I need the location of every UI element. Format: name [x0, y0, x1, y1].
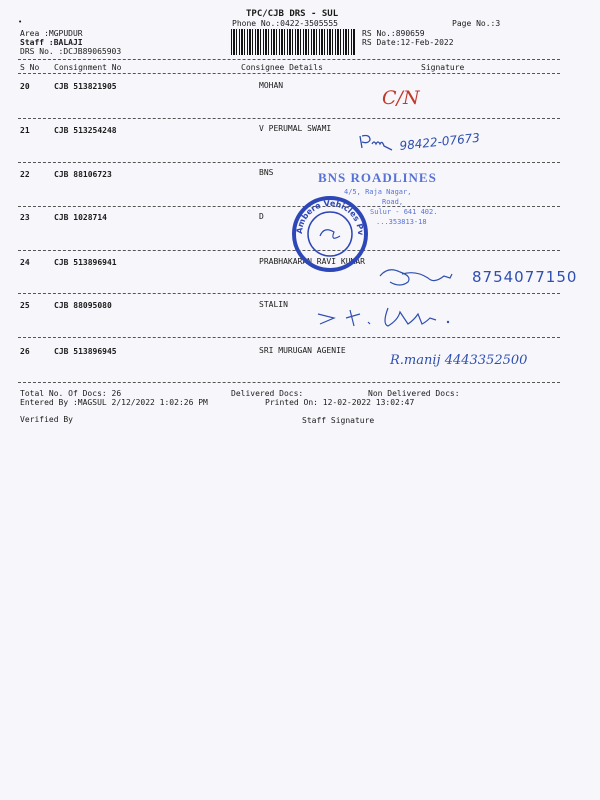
non-delivered-docs: Non Delivered Docs:: [368, 389, 460, 398]
total-docs: Total No. Of Docs: 26: [20, 389, 122, 398]
signature-perumal: [356, 128, 516, 160]
round-stamp: [287, 183, 370, 272]
divider: [18, 206, 560, 207]
column-header-consignee: Consignee Details: [241, 63, 323, 72]
drs-number: DRS No. :DCJB89065903: [20, 47, 122, 56]
stamp-line: Road,: [382, 198, 404, 206]
stamp-line: 4/5, Raja Nagar,: [344, 188, 412, 196]
divider: [18, 73, 560, 74]
entered-by: Entered By :MAGSUL 2/12/2022 1:02:26 PM: [20, 398, 208, 407]
divider: [18, 118, 560, 119]
signature-murugan: [388, 342, 598, 382]
divider: [18, 59, 560, 60]
column-header-sno: S No: [20, 63, 40, 72]
divider: [18, 382, 560, 383]
row-consignment: CJB 513254248: [54, 126, 117, 135]
rs-date: RS Date:12-Feb-2022: [362, 38, 454, 47]
svg-text:R.manij 4443352500: R.manij 4443352500: [390, 353, 528, 368]
row-consignment: CJB 513821905: [54, 82, 117, 91]
stamp-line: Sulur - 641 402.: [370, 208, 438, 216]
row-sno: 26: [20, 347, 30, 356]
staff-label: Staff :BALAJI: [20, 38, 83, 47]
divider: [18, 162, 560, 163]
row-consignee: STALIN: [259, 300, 288, 309]
row-consignee: SRI MURUGAN AGENIE: [259, 346, 346, 355]
row-consignment: CJB 88106723: [54, 170, 112, 179]
header-mark: •: [18, 18, 23, 26]
page-number: Page No.:3: [452, 19, 501, 28]
stamp-line: ...353813-18: [376, 218, 427, 226]
row-sno: 24: [20, 258, 30, 267]
divider: [18, 293, 560, 294]
staff-signature: Staff Signature: [302, 416, 375, 425]
rs-number: RS No.:890659: [362, 29, 425, 38]
svg-text:C/N: C/N: [382, 87, 420, 109]
barcode: [231, 29, 355, 55]
phone-number: Phone No.:0422-3505555: [232, 19, 338, 28]
row-sno: 25: [20, 301, 30, 310]
row-sno: 23: [20, 213, 30, 222]
row-consignee: PRABHAKARAN RAVI KUMAR: [259, 257, 365, 266]
stamp-title: BNS ROADLINES: [318, 170, 437, 185]
row-consignee: V PERUMAL SWAMI: [259, 124, 332, 133]
row-consignment: CJB 513896941: [54, 258, 117, 267]
svg-text:8754077150: 8754077150: [472, 268, 578, 286]
document-title: TPC/CJB DRS - SUL: [246, 9, 339, 19]
row-consignment: CJB 88095080: [54, 301, 112, 310]
verified-by: Verified By: [20, 415, 73, 424]
row-sno: 20: [20, 82, 30, 91]
divider: [18, 250, 560, 251]
area-label: Area :MGPUDUR: [20, 29, 83, 38]
printed-on: Printed On: 12-02-2022 13:02:47: [265, 398, 415, 407]
row-consignee: MOHAN: [259, 81, 284, 90]
svg-text:98422-07673: 98422-07673: [398, 130, 481, 153]
row-consignment: CJB 513896945: [54, 347, 117, 356]
delivered-docs: Delivered Docs:: [231, 389, 304, 398]
svg-text:Ambere Vehicles Pvt. Ltd: Ambere Vehicles Pvt. Ltd: [287, 183, 366, 236]
row-consignment: CJB 1028714: [54, 213, 107, 222]
signature-cn: [380, 84, 440, 112]
divider: [18, 337, 560, 338]
row-consignee: D: [259, 212, 264, 221]
row-sno: 22: [20, 170, 30, 179]
column-header-consignment: Consignment No: [54, 63, 122, 72]
signature-stalin: [314, 300, 464, 334]
column-header-signature: Signature: [421, 63, 465, 72]
row-sno: 21: [20, 126, 30, 135]
signature-prabhakaran: [378, 262, 598, 292]
row-consignee: BNS: [259, 168, 274, 177]
